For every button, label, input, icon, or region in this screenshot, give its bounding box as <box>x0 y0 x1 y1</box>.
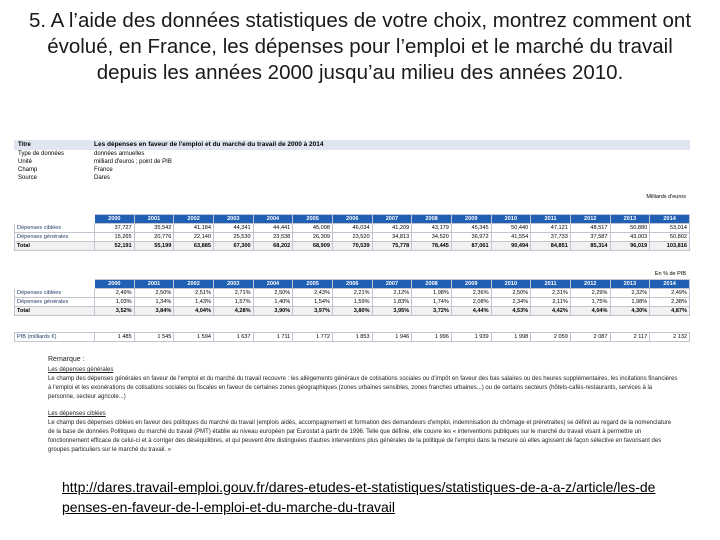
year-header-cell: 2008 <box>412 215 452 224</box>
meta-key: Unité <box>18 159 33 165</box>
table-cell: 22,140 <box>174 233 214 242</box>
table-cell: 4,30% <box>610 307 650 316</box>
table-cell: 1 545 <box>134 333 174 342</box>
table-gdp <box>14 332 690 342</box>
table-cell: 41,184 <box>174 224 214 233</box>
table-cell: 84,851 <box>531 242 571 251</box>
table-cell: 1 594 <box>174 333 214 342</box>
table-cell: 3,84% <box>134 307 174 316</box>
table-cell: 1,34% <box>134 298 174 307</box>
row-label: Dépenses générales <box>15 233 95 242</box>
table-cell: 2,31% <box>531 289 571 298</box>
year-header-cell: 2004 <box>253 215 293 224</box>
table-cell: 1,59% <box>332 298 372 307</box>
table-cell: 20,776 <box>134 233 174 242</box>
table-cell: 15,265 <box>95 233 135 242</box>
source-link[interactable]: http://dares.travail-emploi.gouv.fr/dares-etudes-et-statistiques/statistiques-de-a-a-z/article/les-depenses-en-faveur-de-l-emploi-et-du-marche-du-travail <box>62 479 656 515</box>
section-heading-targeted: Les dépenses ciblées <box>48 411 106 417</box>
table-cell: 37,727 <box>95 224 135 233</box>
table-cell: 75,778 <box>372 242 412 251</box>
meta-value: données annuelles <box>94 151 145 157</box>
table-cell: 2,32% <box>610 289 650 298</box>
table-cell: 45,098 <box>293 224 333 233</box>
table-cell: 4,28% <box>213 307 253 316</box>
table-cell: 34,520 <box>412 233 452 242</box>
table-cell: 2,08% <box>451 298 491 307</box>
year-header-cell: 2006 <box>332 215 372 224</box>
table-cell: 2 132 <box>650 333 690 342</box>
meta-row-scope <box>14 166 690 174</box>
table-cell: 1 939 <box>451 333 491 342</box>
table-cell: 67,300 <box>213 242 253 251</box>
table-cell: 45,345 <box>451 224 491 233</box>
table-row <box>15 298 690 307</box>
meta-row-unit <box>14 158 690 166</box>
year-header-row <box>15 280 690 289</box>
table-cell: 25,530 <box>213 233 253 242</box>
table-cell: 2,50% <box>253 289 293 298</box>
table-cell: 23,520 <box>332 233 372 242</box>
row-label: Dépenses générales <box>15 298 95 307</box>
table-billions <box>14 214 690 251</box>
table-cell: 1 946 <box>372 333 412 342</box>
section-text-targeted: Le champ des dépenses ciblées en faveur des politiques du marché du travail (emplois aidés, accompagnement et formation des demandeurs d'emploi, indemnisation du chômage et préretraites) se définit au regard de la nomenclature de la base de données Politiques du marché du travail (PMT) établie au niveau européen par Eurostat à partir de 1996. Telle que définie, elle couvre les « interventions publiques sur le marché du travail visant à permettre un fonctionnement efficace de celui-ci et à corriger des déséquilibres, et qui peuvent être distinguées d'autres interventions plus générales de la politique de l'emploi dans la mesure où elles agissent de façon sélective en favorisant des groupes particuliers sur le marché du travail. » <box>48 420 672 453</box>
table-cell: 37,733 <box>531 233 571 242</box>
meta-key: Titre <box>18 142 31 148</box>
table-cell: 1 998 <box>491 333 531 342</box>
row-label: PIB (milliards €) <box>15 333 95 342</box>
table-cell: 1,75% <box>570 298 610 307</box>
table-cell: 1,98% <box>412 289 452 298</box>
table-cell: 53,014 <box>650 224 690 233</box>
table-cell: 68,909 <box>293 242 333 251</box>
year-header-cell: 2008 <box>412 280 452 289</box>
year-header-cell: 2009 <box>451 215 491 224</box>
year-header-row <box>15 215 690 224</box>
table-cell: 44,441 <box>253 224 293 233</box>
table-row <box>15 224 690 233</box>
year-header-cell: 2009 <box>451 280 491 289</box>
table-cell: 2,43% <box>293 289 333 298</box>
table-cell: 4,87% <box>650 307 690 316</box>
remarks-title: Remarque : <box>48 356 85 363</box>
remarks-block <box>48 355 678 457</box>
table-cell: 41,209 <box>372 224 412 233</box>
year-header-cell: 2005 <box>293 215 333 224</box>
meta-row-source <box>14 174 690 182</box>
table-cell: 4,04% <box>570 307 610 316</box>
year-header-cell: 2011 <box>531 215 571 224</box>
year-header-cell: 2010 <box>491 280 531 289</box>
table-cell: 2,36% <box>451 289 491 298</box>
table-cell: 43,179 <box>412 224 452 233</box>
table-cell: 3,95% <box>372 307 412 316</box>
table-cell: 2,49% <box>650 289 690 298</box>
table-cell: 26,309 <box>293 233 333 242</box>
table-cell: 96,019 <box>610 242 650 251</box>
table-cell: 85,314 <box>570 242 610 251</box>
year-header-cell: 2012 <box>570 280 610 289</box>
table-cell: 34,813 <box>372 233 412 242</box>
table-cell: 1,98% <box>610 298 650 307</box>
table-cell: 48,517 <box>570 224 610 233</box>
table-cell: 3,97% <box>293 307 333 316</box>
table-cell: 2,51% <box>174 289 214 298</box>
table-cell: 1 711 <box>253 333 293 342</box>
table-cell: 46,034 <box>332 224 372 233</box>
table-cell: 50,802 <box>650 233 690 242</box>
statistics-spreadsheet <box>14 140 690 344</box>
year-header-cell: 2003 <box>213 280 253 289</box>
table-cell: 1,57% <box>213 298 253 307</box>
header-corner <box>15 215 95 224</box>
table-cell: 2,71% <box>213 289 253 298</box>
year-header-cell: 2005 <box>293 280 333 289</box>
table-percent-gdp <box>14 279 690 316</box>
year-header-cell: 2003 <box>213 215 253 224</box>
table-row <box>15 289 690 298</box>
table-cell: 1,43% <box>174 298 214 307</box>
table-row <box>15 307 690 316</box>
year-header-cell: 2014 <box>650 280 690 289</box>
table-cell: 3,52% <box>95 307 135 316</box>
table-cell: 2 087 <box>570 333 610 342</box>
table-cell: 4,42% <box>531 307 571 316</box>
table-cell: 2,21% <box>332 289 372 298</box>
meta-value: milliard d'euros ; point de PIB <box>94 159 172 165</box>
table-cell: 103,816 <box>650 242 690 251</box>
unit-label-billions: Milliards d'euros <box>646 194 686 200</box>
year-header-cell: 2004 <box>253 280 293 289</box>
table-cell: 23,538 <box>253 233 293 242</box>
table-cell: 68,202 <box>253 242 293 251</box>
table-cell: 90,494 <box>491 242 531 251</box>
table-cell: 2,12% <box>372 289 412 298</box>
table-cell: 3,72% <box>412 307 452 316</box>
table-cell: 1,03% <box>95 298 135 307</box>
meta-value: France <box>94 167 113 173</box>
table-row <box>15 333 690 342</box>
row-label: Dépenses ciblées <box>15 289 95 298</box>
table-cell: 50,880 <box>610 224 650 233</box>
table-cell: 2 117 <box>610 333 650 342</box>
meta-row-title <box>14 140 690 150</box>
year-header-cell: 2014 <box>650 215 690 224</box>
table-cell: 3,80% <box>332 307 372 316</box>
table-cell: 87,061 <box>451 242 491 251</box>
meta-row-type <box>14 150 690 158</box>
table-row <box>15 242 690 251</box>
year-header-cell: 2010 <box>491 215 531 224</box>
year-header-cell: 2000 <box>95 280 135 289</box>
table-row <box>15 233 690 242</box>
table-cell: 2,50% <box>491 289 531 298</box>
table-cell: 3,90% <box>253 307 293 316</box>
table-cell: 1 996 <box>412 333 452 342</box>
table-cell: 37,587 <box>570 233 610 242</box>
table-cell: 78,445 <box>412 242 452 251</box>
table-cell: 1 637 <box>213 333 253 342</box>
row-label: Total <box>15 307 95 316</box>
year-header-cell: 2002 <box>174 280 214 289</box>
slide-title: 5. A l’aide des données statistiques de votre choix, montrez comment ont évolué, en France, les dépenses pour l’emploi et le marché du travail depuis les années 2000 jusqu’au milieu des années 2010. <box>28 9 692 84</box>
table-cell: 43,003 <box>610 233 650 242</box>
table-cell: 1 485 <box>95 333 135 342</box>
meta-key: Source <box>18 175 38 181</box>
table-cell: 44,341 <box>213 224 253 233</box>
year-header-cell: 2001 <box>134 215 174 224</box>
header-corner <box>15 280 95 289</box>
table-cell: 41,554 <box>491 233 531 242</box>
table-cell: 2,49% <box>95 289 135 298</box>
year-header-cell: 2002 <box>174 215 214 224</box>
year-header-cell: 2007 <box>372 280 412 289</box>
table-cell: 1,54% <box>293 298 333 307</box>
section-heading-general: Les dépenses générales <box>48 367 114 373</box>
table-cell: 1 853 <box>332 333 372 342</box>
table-cell: 2,11% <box>531 298 571 307</box>
table-cell: 4,44% <box>451 307 491 316</box>
row-label: Total <box>15 242 95 251</box>
table-cell: 2,50% <box>134 289 174 298</box>
meta-value: Dares <box>94 175 111 181</box>
year-header-cell: 2001 <box>134 280 174 289</box>
table-cell: 2,38% <box>650 298 690 307</box>
year-header-cell: 2013 <box>610 280 650 289</box>
table-cell: 1,74% <box>412 298 452 307</box>
table-cell: 70,539 <box>332 242 372 251</box>
table-cell: 47,121 <box>531 224 571 233</box>
section-text-general: Le champ des dépenses générales en faveur de l'emploi et du marché du travail recouvre : les allègements généraux de cotisations sociales ou d'impôt en faveur des bas salaires ou des heures supplémentaires, les incitations financières à l'emploi et les exonérations de cotisations sociales ou fiscales en faveur de certaines zones géographiques (zones urbaines sensibles, zones franches urbaines...) ou de certains secteurs (hôtels-cafés-restaurants, services à la personne, secteur agricole...) <box>48 376 678 400</box>
year-header-cell: 2013 <box>610 215 650 224</box>
year-header-cell: 2000 <box>95 215 135 224</box>
row-label: Dépenses ciblées <box>15 224 95 233</box>
table-cell: 4,53% <box>491 307 531 316</box>
table-cell: 50,440 <box>491 224 531 233</box>
table-cell: 2,29% <box>570 289 610 298</box>
table-cell: 35,542 <box>134 224 174 233</box>
year-header-cell: 2006 <box>332 280 372 289</box>
table-cell: 1 772 <box>293 333 333 342</box>
table-cell: 2,34% <box>491 298 531 307</box>
year-header-cell: 2007 <box>372 215 412 224</box>
table-cell: 55,199 <box>134 242 174 251</box>
table-cell: 63,885 <box>174 242 214 251</box>
meta-key: Champ <box>18 167 38 173</box>
metadata-block <box>14 140 690 182</box>
meta-value: Les dépenses en faveur de l'emploi et du marché du travail de 2000 à 2014 <box>94 141 324 148</box>
year-header-cell: 2012 <box>570 215 610 224</box>
meta-key: Type de données <box>18 151 65 157</box>
table-cell: 36,972 <box>451 233 491 242</box>
table-cell: 2 059 <box>531 333 571 342</box>
table-cell: 1,40% <box>253 298 293 307</box>
year-header-cell: 2011 <box>531 280 571 289</box>
table-cell: 1,83% <box>372 298 412 307</box>
unit-label-percent: En % de PIB <box>654 271 686 277</box>
table-cell: 4,04% <box>174 307 214 316</box>
table-cell: 52,191 <box>95 242 135 251</box>
